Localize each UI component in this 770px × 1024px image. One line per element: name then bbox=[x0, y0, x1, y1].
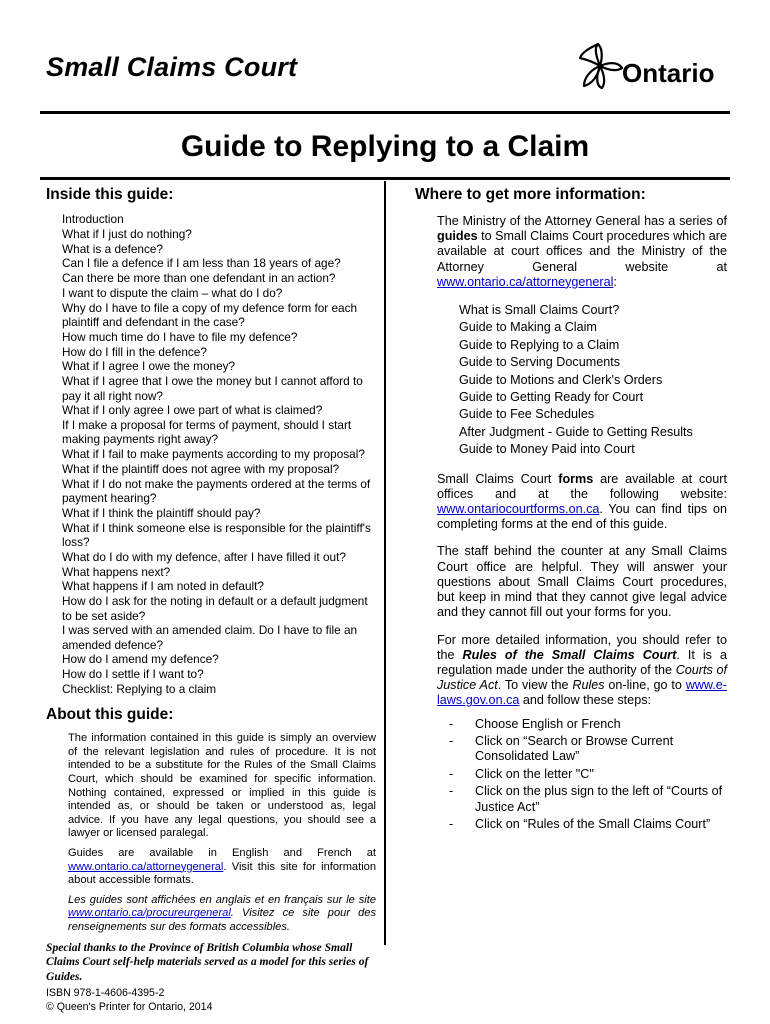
guide-item: Guide to Money Paid into Court bbox=[459, 442, 635, 457]
ontario-logo bbox=[576, 42, 726, 94]
thanks-note: Special thanks to the Province of British Columbia whose Small Claims Court self-help materials served as a model for this series of Guides. bbox=[46, 940, 369, 983]
court-title: Small Claims Court bbox=[46, 52, 298, 82]
step-item: - Choose English or French bbox=[449, 717, 727, 732]
toc-list bbox=[62, 212, 376, 696]
left-column bbox=[46, 186, 376, 1014]
guide-item: Guide to Serving Documents bbox=[459, 355, 621, 370]
attorney-general-link-right[interactable]: www.ontario.ca/attorneygeneral bbox=[437, 274, 614, 289]
toc-item: What if I think the plaintiff should pay? bbox=[62, 505, 261, 520]
toc-item: Introduction bbox=[62, 212, 124, 226]
toc-item: What if I agree that I owe the money but I cannot afford to pay it all right now? bbox=[62, 374, 363, 403]
column-divider bbox=[384, 181, 386, 945]
ministry-paragraph: The Ministry of the Attorney General has a series of guides to Small Claims Court procedures which are available at court offices and the Ministry of the Attorney General website at www.ontario.ca/attorneygeneral: bbox=[437, 214, 727, 289]
toc-item: Can I file a defence if I am less than 18 years of age? bbox=[62, 256, 341, 271]
isbn: ISBN 978-1-4606-4395-2 bbox=[46, 987, 165, 1000]
staff-paragraph: The staff behind the counter at any Small Claims Court office are helpful. They will answer your questions about Small Claims Court procedures, but keep in mind that they cannot give legal advice and they cannot fill out your forms for you. bbox=[437, 544, 727, 620]
guide-item: Guide to Fee Schedules bbox=[459, 407, 595, 422]
guide-item: What is Small Claims Court? bbox=[459, 303, 620, 318]
toc-item: What happens if I am noted in default? bbox=[62, 579, 264, 594]
about-paragraph: The information contained in this guide is simply an overview of the relevant legislation and rules of procedure. It is not intended to be a substitute for the Rules of the Small Claims Court, which should be examined for specific information. Nothing contained, expressed or implied in this guide is intended as, or should be taken or understood as, legal advice. If you have any legal questions, you should see a lawyer or licensed paralegal. bbox=[68, 732, 376, 840]
toc-item: How do I amend my defence? bbox=[62, 652, 219, 667]
title-rule bbox=[40, 177, 730, 180]
procureur-general-link[interactable]: www.ontario.ca/procureurgeneral bbox=[68, 907, 231, 920]
attorney-general-link[interactable]: www.ontario.ca/attorneygeneral bbox=[68, 860, 224, 873]
forms-paragraph: Small Claims Court forms are available at court offices and at the following website: www.ontariocourtforms.on.ca. You can find tips on completing forms at the end of this guide. bbox=[437, 471, 727, 532]
top-rule bbox=[40, 111, 730, 114]
guide-item: Guide to Replying to a Claim bbox=[459, 337, 620, 352]
guide-item: Guide to Motions and Clerk's Orders bbox=[459, 372, 663, 387]
toc-item: Can there be more than one defendant in an action? bbox=[62, 271, 336, 286]
toc-item: How do I settle if I want to? bbox=[62, 667, 204, 682]
toc-item: How much time do I have to file my defence? bbox=[62, 329, 298, 344]
toc-item: How do I fill in the defence? bbox=[62, 344, 207, 359]
page-title: Guide to Replying to a Claim bbox=[180, 130, 590, 163]
more-info-heading: Where to get more information: bbox=[415, 186, 646, 203]
toc-item: Why do I have to file a copy of my defence form for each plaintiff and defendant in the case? bbox=[62, 300, 358, 330]
step-item: - Click on “Search or Browse Current Consolidated Law” bbox=[449, 734, 727, 765]
toc-item: I was served with an amended claim. Do I have to file an amended defence? bbox=[62, 623, 358, 652]
toc-item: What if I agree I owe the money? bbox=[62, 359, 236, 374]
toc-item: What if I do not make the payments ordered at the terms of payment hearing? bbox=[62, 476, 371, 506]
guides-list bbox=[459, 302, 727, 459]
copyright: © Queen's Printer for Ontario, 2014 bbox=[46, 1001, 213, 1014]
toc-item: How do I ask for the noting in default or a default judgment to be set aside? bbox=[62, 594, 368, 623]
toc-item: I want to dispute the claim – what do I do? bbox=[62, 285, 283, 300]
rules-paragraph: For more detailed information, you should refer to the Rules of the Small Claims Court. It is a regulation made under the authority of the Courts of Justice Act. To view the Rules on-line, go to www.e-laws.gov.on.ca and follow these steps: bbox=[437, 632, 727, 708]
about-availability: Guides are available in English and French at www.ontario.ca/attorneygeneral. Visit this site for information about accessible formats. bbox=[68, 847, 376, 887]
step-item: - Click on the plus sign to the left of “Courts of Justice Act” bbox=[449, 784, 727, 815]
toc-item: What if I think someone else is responsible for the plaintiff's loss? bbox=[62, 520, 371, 550]
about-section bbox=[68, 732, 376, 934]
trillium-icon bbox=[576, 42, 624, 92]
e-laws-link[interactable]: www.e-laws.gov.on.ca bbox=[437, 678, 727, 708]
toc-item: What if I just do nothing? bbox=[62, 226, 192, 241]
steps-list bbox=[449, 717, 727, 833]
guide-item: Guide to Making a Claim bbox=[459, 320, 597, 335]
guide-item: After Judgment - Guide to Getting Results bbox=[459, 424, 693, 439]
toc-item: What is a defence? bbox=[62, 241, 163, 256]
guide-item: Guide to Getting Ready for Court bbox=[459, 390, 644, 405]
toc-item: What if I only agree I owe part of what is claimed? bbox=[62, 403, 323, 418]
right-column bbox=[415, 186, 727, 834]
step-item: - Click on “Rules of the Small Claims Court” bbox=[449, 817, 727, 832]
toc-item: What happens next? bbox=[62, 564, 171, 579]
toc-item: What do I do with my defence, after I have filled it out? bbox=[62, 549, 346, 564]
about-french: Les guides sont affichées en anglais et en français sur le site www.ontario.ca/procureurgeneral. Visitez ce site pour des renseignements sur des formats accessibles. bbox=[68, 893, 376, 934]
ontario-logo-text: Ontario bbox=[622, 58, 715, 88]
toc-item: What if I fail to make payments according to my proposal? bbox=[62, 447, 365, 462]
inside-heading: Inside this guide: bbox=[46, 186, 174, 203]
court-forms-link[interactable]: www.ontariocourtforms.on.ca bbox=[437, 502, 600, 517]
toc-item: Checklist: Replying to a claim bbox=[62, 682, 217, 696]
toc-item: If I make a proposal for terms of payment, should I start making payments right away? bbox=[62, 418, 352, 447]
toc-item: What if the plaintiff does not agree with my proposal? bbox=[62, 462, 340, 477]
step-item: - Click on the letter "C" bbox=[449, 767, 727, 782]
about-heading: About this guide: bbox=[46, 706, 174, 724]
